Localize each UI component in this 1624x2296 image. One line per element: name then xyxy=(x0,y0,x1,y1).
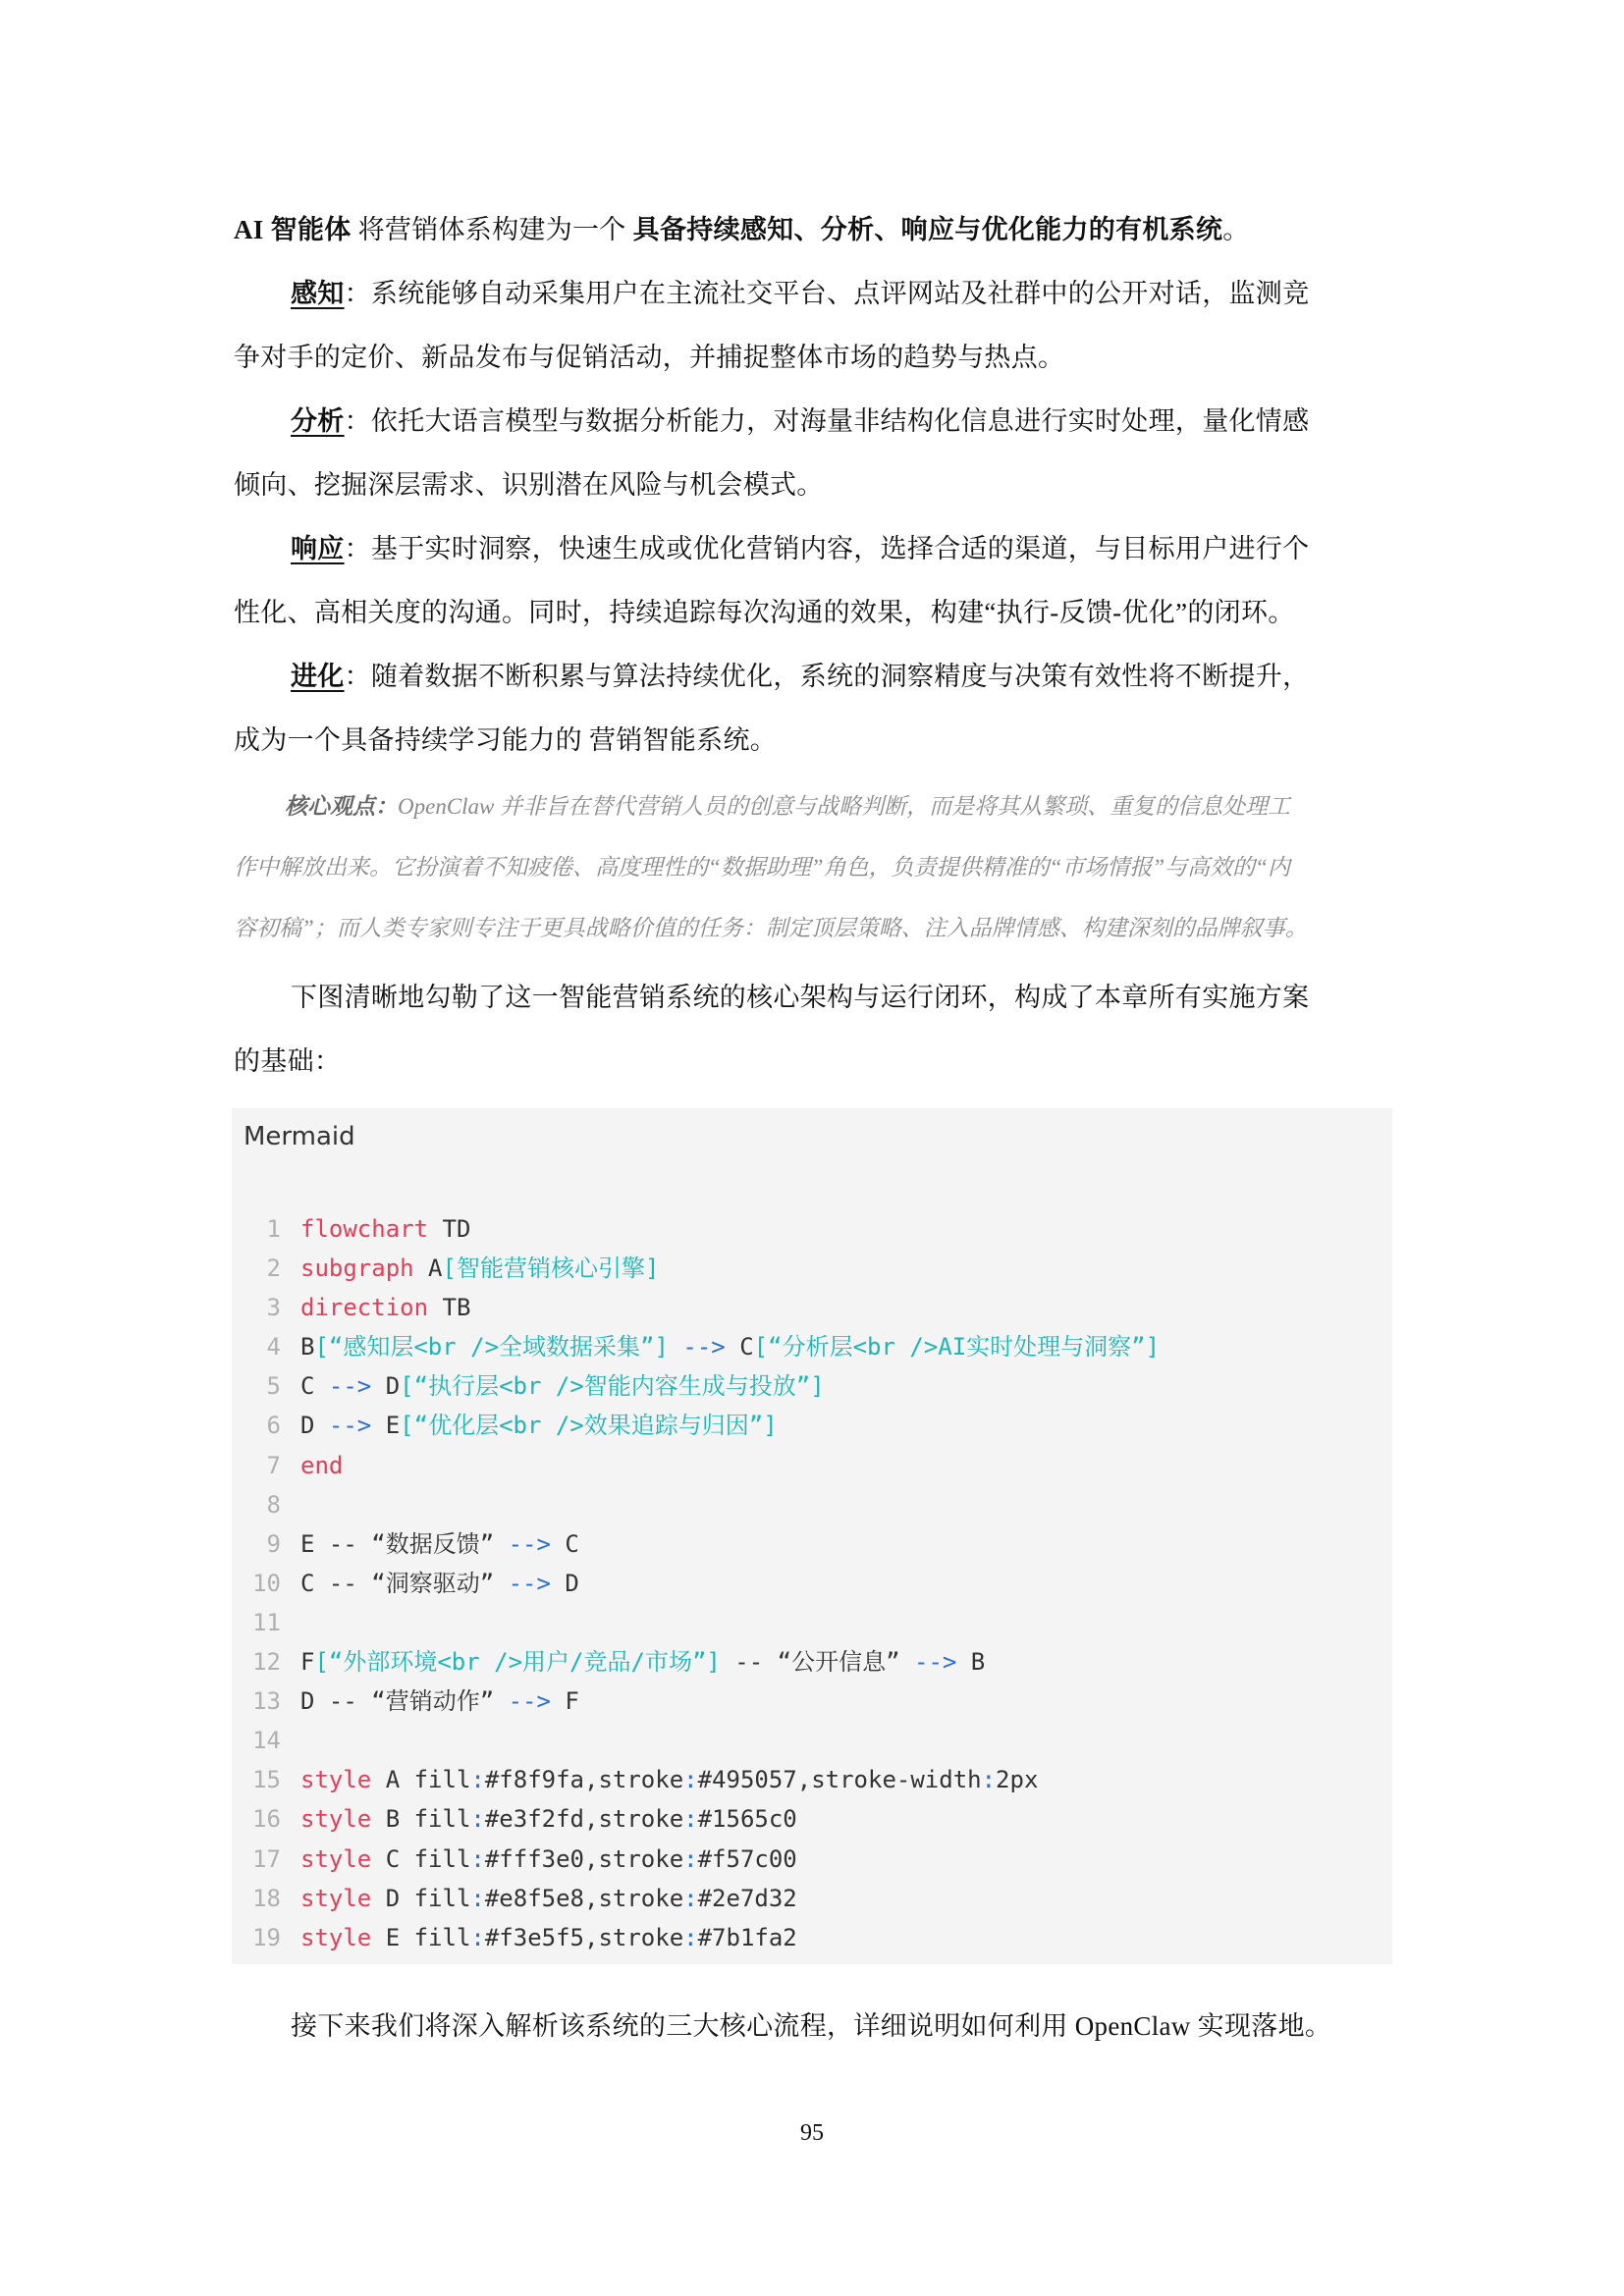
code-token-tx: #f57c00 xyxy=(697,1844,797,1873)
code-token-tx: F xyxy=(300,1648,315,1677)
code-token-tx: #2e7d32 xyxy=(697,1884,797,1912)
code-token-tx: 2px xyxy=(996,1766,1039,1794)
perceive-line1 xyxy=(291,278,1309,309)
code-line xyxy=(232,1209,1160,1249)
code-line xyxy=(232,1879,1160,1918)
code-line xyxy=(232,1840,1160,1879)
line-number: 17 xyxy=(252,1844,281,1873)
code-token-kw: style xyxy=(300,1923,372,1951)
para1-bold: 具备持续感知、分析、响应与优化能力的有机系统 xyxy=(632,215,1223,244)
line-number: 2 xyxy=(266,1255,281,1283)
code-token-tx: D fill xyxy=(371,1884,471,1912)
line-number: 12 xyxy=(252,1648,281,1677)
line-number: 14 xyxy=(252,1727,281,1755)
core-view-line3: 容初稿”；而人类专家则专注于更具战略价值的任务：制定顶层策略、注入品牌情感、构建深刻的品牌叙事。 xyxy=(234,916,1308,940)
diagram-intro-line1: 下图清晰地勾勒了这一智能营销系统的核心架构与运行闭环，构成了本章所有实施方案 xyxy=(291,983,1310,1012)
core-view-line2: 作中解放出来。它扮演着不知疲倦、高度理性的“数据助理”角色，负责提供精准的“市场情报”与高效的“内 xyxy=(234,855,1290,880)
line-number: 16 xyxy=(252,1805,281,1834)
line-number: 4 xyxy=(266,1333,281,1362)
code-token-tx: TD xyxy=(428,1215,471,1243)
code-token-pn: : xyxy=(470,1766,485,1794)
perceive-line2: 争对手的定价、新品发布与促销活动，并捕捉整体市场的趋势与热点。 xyxy=(234,343,1065,372)
code-token-tx: #fff3e0,stroke xyxy=(484,1844,684,1873)
analyze-line1 xyxy=(291,405,1309,437)
line-number: 18 xyxy=(252,1884,281,1912)
code-token-kw: flowchart xyxy=(300,1215,429,1243)
code-token-tx: #f3e5f5,stroke xyxy=(484,1923,684,1951)
code-line xyxy=(232,1799,1160,1839)
code-token-pn: : xyxy=(470,1923,485,1951)
code-token-tx: #f8f9fa,stroke xyxy=(484,1766,684,1794)
perceive-term: 感知 xyxy=(291,279,345,308)
code-line xyxy=(232,1249,1160,1288)
code-token-st: [智能营销核心引擎] xyxy=(442,1255,660,1283)
code-token-tx: C xyxy=(300,1372,329,1401)
code-token-ar: --> xyxy=(508,1529,551,1558)
code-block-title: Mermaid xyxy=(244,1122,355,1151)
code-token-kw: direction xyxy=(300,1294,429,1322)
code-token-st: [“分析层<br />AI实时处理与洞察”] xyxy=(753,1333,1161,1362)
diagram-intro-line2: 的基础： xyxy=(234,1046,342,1076)
ai-agent-term: AI 智能体 xyxy=(234,215,352,244)
code-token-pn: : xyxy=(683,1844,698,1873)
code-token-tx: TB xyxy=(428,1294,471,1322)
code-token-pn: : xyxy=(683,1766,698,1794)
code-token-ar: --> xyxy=(328,1412,372,1440)
respond-text: ：基于实时洞察，快速生成或优化营销内容，选择合适的渠道，与目标用户进行个 xyxy=(344,534,1310,563)
line-number: 19 xyxy=(252,1923,281,1951)
respond-line1 xyxy=(291,533,1309,564)
code-token-tx: E fill xyxy=(371,1923,471,1951)
line-number: 15 xyxy=(252,1766,281,1794)
code-token-pn: : xyxy=(981,1766,997,1794)
code-token-tx: D -- “营销动作” xyxy=(300,1687,509,1716)
code-token-kw: subgraph xyxy=(300,1255,414,1283)
code-token-tx: D xyxy=(550,1569,579,1597)
code-token-pn: : xyxy=(470,1884,485,1912)
intro-paragraph xyxy=(234,214,1250,245)
code-token-ar: --> xyxy=(328,1372,372,1401)
code-token-kw: style xyxy=(300,1844,372,1873)
line-number: 10 xyxy=(252,1569,281,1597)
code-token-tx: C -- “洞察驱动” xyxy=(300,1569,509,1597)
code-line xyxy=(232,1446,1160,1485)
line-number: 6 xyxy=(266,1412,281,1440)
code-token-tx: C fill xyxy=(371,1844,471,1873)
code-token-pn: : xyxy=(683,1805,698,1834)
code-token-tx: D xyxy=(300,1412,329,1440)
code-token-tx: F xyxy=(550,1687,579,1716)
page-number: 95 xyxy=(800,2120,824,2146)
code-token-tx: B xyxy=(300,1333,315,1362)
code-token-kw: style xyxy=(300,1805,372,1834)
code-token-st: [“感知层<br />全域数据采集”] xyxy=(314,1333,669,1362)
code-line xyxy=(232,1485,1160,1524)
code-token-tx: #e8f5e8,stroke xyxy=(484,1884,684,1912)
mermaid-code-block xyxy=(232,1108,1392,1964)
line-number: 5 xyxy=(266,1372,281,1401)
code-line xyxy=(232,1642,1160,1682)
core-view-line1 xyxy=(285,792,1290,822)
code-line xyxy=(232,1406,1160,1445)
code-token-tx: A fill xyxy=(371,1766,471,1794)
code-line xyxy=(232,1603,1160,1642)
analyze-text: ：依托大语言模型与数据分析能力，对海量非结构化信息进行实时处理，量化情感 xyxy=(344,406,1310,436)
code-token-ar: --> xyxy=(508,1569,551,1597)
evolve-text: ：随着数据不断积累与算法持续优化，系统的洞察精度与决策有效性将不断提升， xyxy=(344,662,1310,691)
evolve-line1 xyxy=(291,661,1309,692)
code-token-tx: #7b1fa2 xyxy=(697,1923,797,1951)
code-token-kw: style xyxy=(300,1884,372,1912)
line-number: 1 xyxy=(266,1215,281,1243)
code-lines xyxy=(232,1209,1160,1957)
code-token-ar: --> xyxy=(508,1687,551,1716)
line-number: 8 xyxy=(266,1490,281,1519)
code-token-tx: C xyxy=(550,1529,579,1558)
evolve-line2: 成为一个具备持续学习能力的 营销智能系统。 xyxy=(234,725,778,755)
code-token-ar: --> xyxy=(682,1333,726,1362)
code-line xyxy=(232,1327,1160,1366)
closing-paragraph: 接下来我们将深入解析该系统的三大核心流程，详细说明如何利用 OpenClaw 实现落地。 xyxy=(291,2011,1332,2041)
code-token-ar: --> xyxy=(914,1648,957,1677)
code-token-tx: #1565c0 xyxy=(697,1805,797,1834)
code-token-tx: #e3f2fd,stroke xyxy=(484,1805,684,1834)
code-token-tx: E -- “数据反馈” xyxy=(300,1529,509,1558)
code-token-tx: C xyxy=(725,1333,754,1362)
code-token-kw: end xyxy=(300,1451,344,1479)
analyze-line2: 倾向、挖掘深层需求、识别潜在风险与机会模式。 xyxy=(234,470,824,500)
code-token-st: [“优化层<br />效果追踪与归因”] xyxy=(400,1412,778,1440)
code-token-kw: style xyxy=(300,1766,372,1794)
code-line xyxy=(232,1564,1160,1603)
respond-line2: 性化、高相关度的沟通。同时，持续追踪每次沟通的效果，构建“执行-反馈-优化”的闭环。 xyxy=(234,598,1295,627)
code-token-tx xyxy=(669,1333,682,1361)
code-token-st: [“外部环境<br />用户/竞品/市场”] xyxy=(314,1648,721,1677)
code-token-tx: E xyxy=(371,1412,401,1440)
code-token-pn: : xyxy=(683,1884,698,1912)
code-line xyxy=(232,1721,1160,1760)
code-line xyxy=(232,1288,1160,1327)
code-line xyxy=(232,1918,1160,1957)
code-token-pn: : xyxy=(470,1805,485,1834)
analyze-term: 分析 xyxy=(291,406,345,436)
respond-term: 响应 xyxy=(291,534,345,563)
code-token-tx: #495057,stroke-width xyxy=(697,1766,982,1794)
code-token-tx: D xyxy=(371,1372,401,1401)
code-token-tx: A xyxy=(413,1255,443,1283)
code-line xyxy=(232,1760,1160,1799)
core-view-text1: OpenClaw 并非旨在替代营销人员的创意与战略判断，而是将其从繁琐、重复的信息处理工 xyxy=(398,794,1291,819)
code-token-tx: B xyxy=(956,1648,986,1677)
code-token-pn: : xyxy=(470,1844,485,1873)
perceive-text: ：系统能够自动采集用户在主流社交平台、点评网站及社群中的公开对话，监测竞 xyxy=(344,279,1310,308)
code-token-tx: B fill xyxy=(371,1805,471,1834)
para1-end: 。 xyxy=(1222,215,1250,244)
code-line xyxy=(232,1682,1160,1721)
line-number: 13 xyxy=(252,1687,281,1716)
code-line xyxy=(232,1366,1160,1406)
code-token-tx: -- “公开信息” xyxy=(720,1648,914,1677)
evolve-term: 进化 xyxy=(291,662,345,691)
code-token-pn: : xyxy=(683,1923,698,1951)
core-view-label: 核心观点： xyxy=(285,794,398,819)
code-token-st: [“执行层<br />智能内容生成与投放”] xyxy=(400,1372,825,1401)
line-number: 7 xyxy=(266,1451,281,1479)
line-number: 3 xyxy=(266,1294,281,1322)
line-number: 11 xyxy=(252,1608,281,1636)
line-number: 9 xyxy=(266,1529,281,1558)
para1-mid: 将营销体系构建为一个 xyxy=(351,215,633,244)
code-line xyxy=(232,1524,1160,1564)
